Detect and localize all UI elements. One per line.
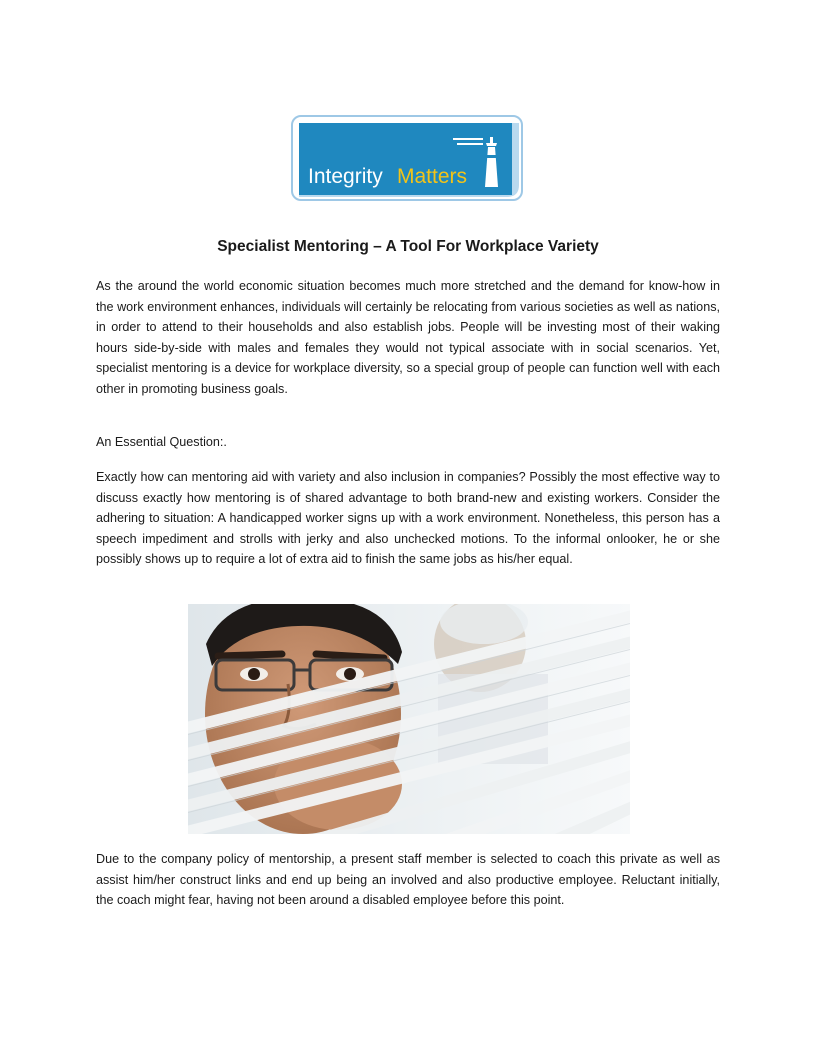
paragraph-question: Exactly how can mentoring aid with variety and also inclusion in companies? Possibly the most effective way to discuss exactly how mentoring is of shared advantage to both brand-new and existing workers. Consider the adhering to situation: A handicapped worker signs up with a work environment. Nonetheless, this person has a speech impediment and strolls with jerky and also unchecked motions. To the informal onlooker, he or she possibly shows up to require a lot of extra aid to finish the same jobs as his/her equal. [96, 470, 720, 567]
integrity-matters-logo [291, 115, 523, 201]
logo-word-integrity: Integrity [308, 165, 383, 188]
paragraph-intro: As the around the world economic situation becomes much more stretched and the demand for know-how in the work environment enhances, individuals will certainly be relocating from various societies as well as nations, in order to attend to their households and also establish jobs. People will be investing most of their waking hours side-by-side with males and females they would not typical associate with in social scenarios. Yet, specialist mentoring is a device for workplace diversity, so a special group of people can function well with each other in promoting business goals. [96, 279, 720, 396]
paragraph-mentorship: Due to the company policy of mentorship, a present staff member is selected to coach this private as well as assist him/her construct links and end up being an involved and also productive employee. Reluctant initially, the coach might fear, having not been around a disabled employee before this point. [96, 852, 720, 908]
article-title: Specialist Mentoring – A Tool For Workplace Variety [217, 238, 599, 255]
logo-word-matters: Matters [397, 165, 468, 188]
subheading-essential-question: An Essential Question:. [96, 435, 227, 449]
logo-graphic [291, 115, 523, 201]
man-peeking-through-blinds-photo [188, 604, 630, 834]
